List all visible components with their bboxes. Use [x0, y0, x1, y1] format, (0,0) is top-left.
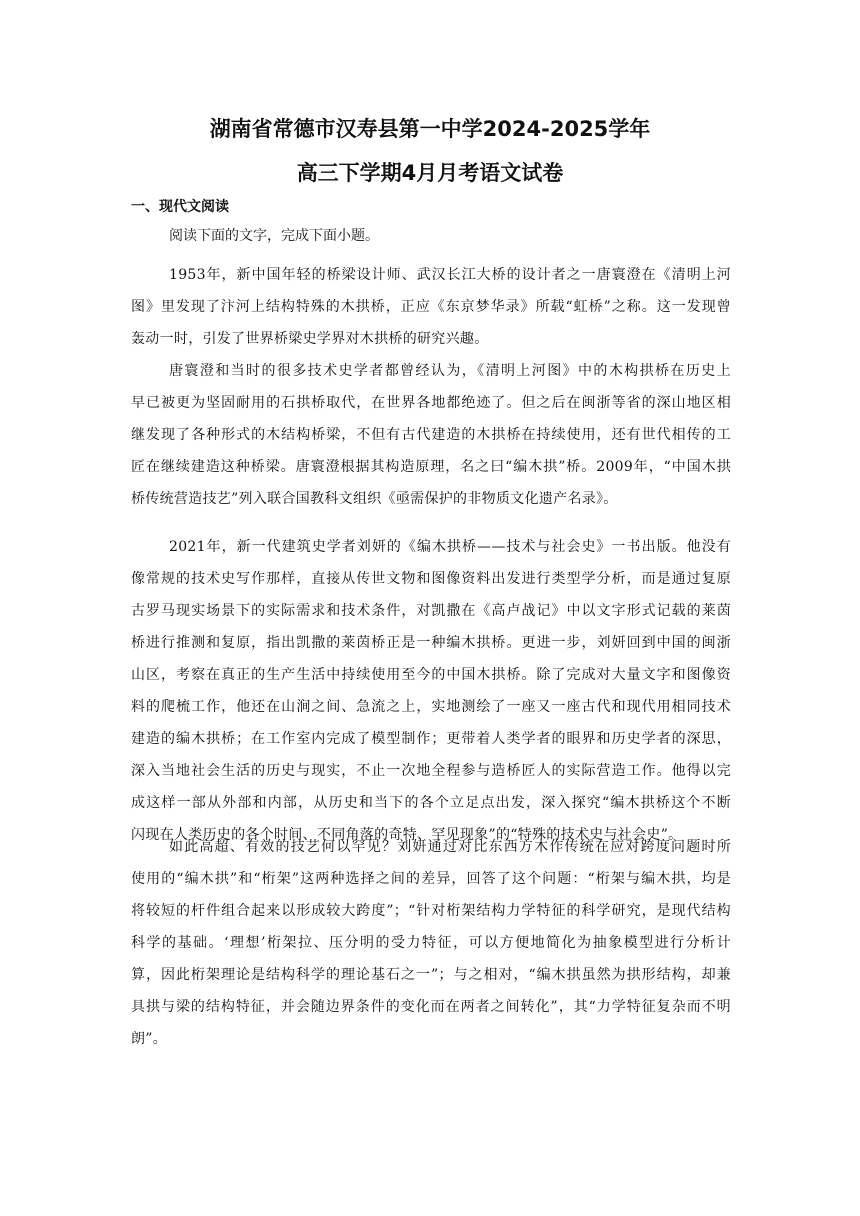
- reading-instruction: 阅读下面的文字，完成下面小题。: [169, 228, 379, 244]
- paragraph-2: [131, 355, 731, 515]
- paragraph-line: 料的爬梳工作，他还在山涧之间、急流之上，实地测绘了一座又一座古代和现代用相同技术: [131, 699, 731, 715]
- paragraph-line: 轰动一时，引发了世界桥梁史学界对木拱桥的研究兴趣。: [131, 331, 489, 347]
- paragraph-line: 2021年，新一代建筑史学者刘妍的《编木拱桥——技术与社会史》一书出版。他没有: [169, 539, 731, 555]
- paragraph-line: 闪现在人类历史的各个时间、不同角落的奇特、罕见现象”的“特殊的技术史与社会史”。: [131, 827, 683, 843]
- section-heading: 一、现代文阅读: [131, 199, 229, 215]
- paragraph-line: 桥传统营造技艺”列入联合国教科文组织《亟需保护的非物质文化遗产名录》。: [131, 491, 618, 507]
- paragraph-line: 1953年，新中国年轻的桥梁设计师、武汉长江大桥的设计者之一唐寰澄在《清明上河: [169, 267, 731, 283]
- paragraph-line: 早已被更为坚固耐用的石拱桥取代，在世界各地都绝迹了。但之后在闽浙等省的深山地区相: [131, 395, 731, 411]
- paragraph-line: 如此高超、有效的技艺何以罕见？刘妍通过对比东西方木作传统在应对跨度问题时所: [169, 839, 731, 855]
- paragraph-line: 科学的基础。‘理想’桁架拉、压分明的受力特征，可以方便地简化为抽象模型进行分析计: [131, 935, 731, 951]
- paragraph-line: 像常规的技术史写作那样，直接从传世文物和图像资料出发进行类型学分析，而是通过复原: [131, 571, 731, 587]
- paragraph-line: 算，因此桁架理论是结构科学的理论基石之一”；与之相对，“编木拱虽然为拱形结构，却兼: [131, 967, 731, 983]
- paragraph-line: 山区，考察在真正的生产生活中持续使用至今的中国木拱桥。除了完成对大量文字和图像资: [131, 667, 731, 683]
- paragraph-4: [131, 831, 731, 1055]
- paragraph-line: 图》里发现了汴河上结构特殊的木拱桥，正应《东京梦华录》所载“虹桥”之称。这一发现曾: [131, 299, 731, 315]
- paragraph-line: 深入当地社会生活的历史与现实，不止一次地全程参与造桥匠人的实际营造工作。他得以完: [131, 763, 731, 779]
- paragraph-line: 具拱与梁的结构特征，并会随边界条件的变化而在两者之间转化”，其“力学特征复杂而不明: [131, 999, 731, 1015]
- paragraph-line: 朗”。: [131, 1031, 168, 1047]
- paragraph-line: 将较短的杆件组合起来以形成较大跨度”；“针对桁架结构力学特征的科学研究，是现代结构: [131, 903, 731, 919]
- document-title-line-1: 湖南省常德市汉寿县第一中学2024-2025学年: [209, 117, 651, 141]
- paragraph-line: 继发现了各种形式的木结构桥梁，不但有古代建造的木拱桥在持续使用，还有世代相传的工: [131, 427, 731, 443]
- paragraph-1: [131, 259, 731, 355]
- paragraph-line: 唐寰澄和当时的很多技术史学者都曾经认为，《清明上河图》中的木构拱桥在历史上: [169, 363, 731, 379]
- document-title-line-2: 高三下学期4月月考语文试卷: [296, 161, 564, 185]
- paragraph-line: 桥进行推测和复原，指出凯撒的莱茵桥正是一种编木拱桥。更进一步，刘妍回到中国的闽浙: [131, 635, 731, 651]
- paragraph-3: [131, 531, 731, 851]
- paragraph-line: 古罗马现实场景下的实际需求和技术条件，对凯撒在《高卢战记》中以文字形式记载的莱茵: [131, 603, 731, 619]
- paragraph-line: 匠在继续建造这种桥梁。唐寰澄根据其构造原理，名之曰“编木拱”桥。2009年，“中国木拱: [131, 459, 731, 475]
- paragraph-line: 使用的“编木拱”和“桁架”这两种选择之间的差异，回答了这个问题：“桁架与编木拱，均是: [131, 871, 731, 887]
- paragraph-line: 成这样一部从外部和内部，从历史和当下的各个立足点出发，深入探究“编木拱桥这个不断: [131, 795, 731, 811]
- paragraph-line: 建造的编木拱桥；在工作室内完成了模型制作；更带着人类学者的眼界和历史学者的深思，: [131, 731, 731, 747]
